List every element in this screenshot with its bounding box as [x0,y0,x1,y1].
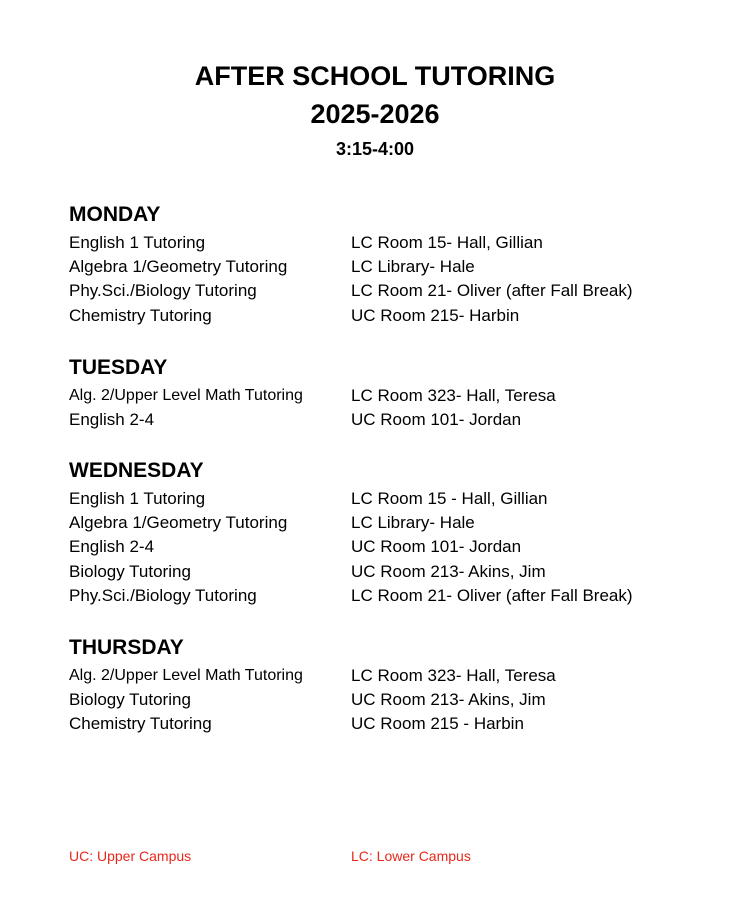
schedule-row [69,664,709,688]
day-heading-wednesday: WEDNESDAY [69,459,204,482]
subject-label: Algebra 1/Geometry Tutoring [69,513,288,533]
document-title: AFTER SCHOOL TUTORING [194,61,556,91]
subject-label: English 1 Tutoring [69,489,206,508]
subject-label: Chemistry Tutoring [69,714,212,734]
thursday-schedule [69,664,709,737]
schedule-row [69,304,709,328]
subject-label: Algebra 1/Geometry Tutoring [69,257,288,277]
tuesday-schedule [69,384,709,432]
location-label: LC Library- Hale [351,257,475,277]
subject-label: Biology Tutoring [69,561,191,581]
tutoring-time: 3:15-4:00 [335,139,415,159]
location-label: LC Room 21- Oliver (after Fall Break) [351,281,633,301]
location-label: UC Room 101- Jordan [351,410,522,430]
schedule-row [69,584,709,608]
schedule-row [69,231,709,255]
subject-label: Biology Tutoring [69,690,191,710]
day-heading-tuesday: TUESDAY [69,356,168,379]
schedule-row [69,712,709,736]
schedule-row [69,511,709,535]
location-label: LC Library- Hale [351,513,475,533]
subject-label: Phy.Sci./Biology Tutoring [69,281,257,301]
day-heading-thursday: THURSDAY [69,636,184,659]
location-label: LC Room 15- Hall, Gillian [351,233,543,252]
schedule-row [69,279,709,303]
location-label: LC Room 323- Hall, Teresa [351,666,556,685]
subject-label: Alg. 2/Upper Level Math Tutoring [69,667,303,684]
monday-schedule [69,231,709,328]
subject-label: Chemistry Tutoring [69,305,212,325]
schedule-row [69,487,709,511]
day-heading-monday: MONDAY [69,203,161,226]
schedule-row [69,255,709,279]
school-year: 2025-2026 [310,99,440,129]
location-label: LC Room 21- Oliver (after Fall Break) [351,585,633,605]
subject-label: English 1 Tutoring [69,233,206,252]
location-label: UC Room 101- Jordan [351,537,522,557]
subject-label: Alg. 2/Upper Level Math Tutoring [69,387,303,404]
footer-lc-legend: LC: Lower Campus [351,848,471,864]
schedule-row [69,408,709,432]
location-label: UC Room 213- Akins, Jim [351,690,546,710]
location-label: UC Room 215- Harbin [351,305,520,325]
wednesday-schedule [69,487,709,608]
schedule-row [69,535,709,559]
subject-label: English 2-4 [69,537,155,557]
footer-uc-legend: UC: Upper Campus [69,848,192,864]
schedule-row [69,560,709,584]
schedule-row [69,688,709,712]
location-label: LC Room 323- Hall, Teresa [351,386,556,405]
location-label: UC Room 215 - Harbin [351,714,524,734]
subject-label: Phy.Sci./Biology Tutoring [69,585,257,605]
location-label: UC Room 213- Akins, Jim [351,561,546,581]
subject-label: English 2-4 [69,410,155,430]
schedule-row [69,384,709,408]
location-label: LC Room 15 - Hall, Gillian [351,489,548,508]
